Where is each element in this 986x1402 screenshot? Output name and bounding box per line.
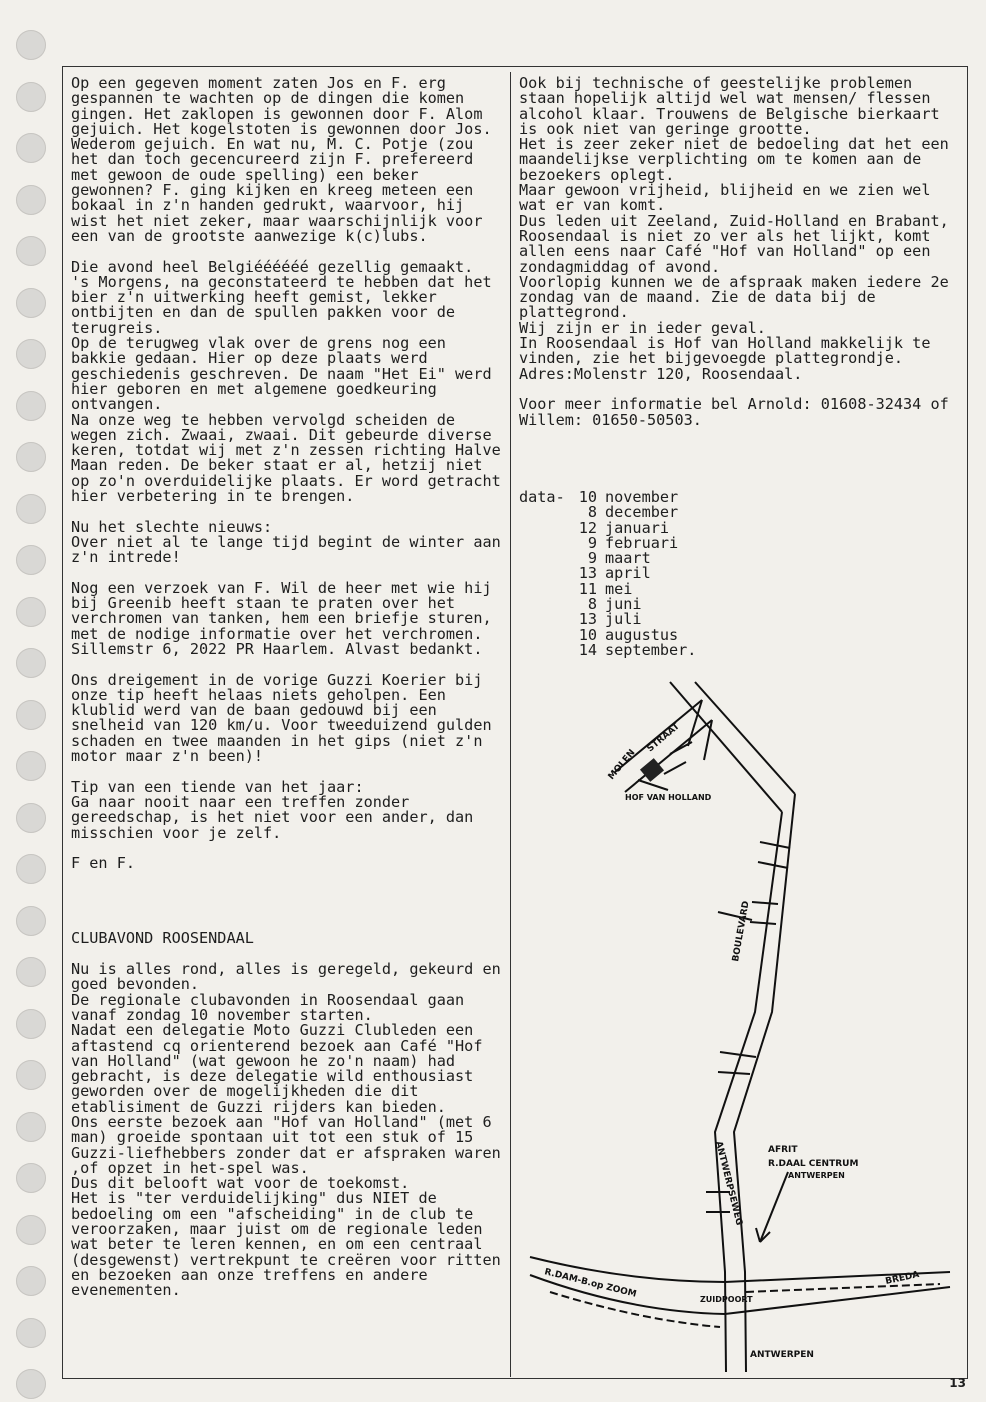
map-label-molen: MOLEN xyxy=(606,747,638,782)
map-label-hof: HOF VAN HOLLAND xyxy=(625,793,712,802)
binder-hole xyxy=(16,494,46,524)
map-label-zuidpoort: ZUIDPOORT xyxy=(700,1295,753,1304)
binder-hole xyxy=(16,1266,46,1296)
binder-hole xyxy=(16,1009,46,1039)
map-label-antwerpen: ANTWERPEN xyxy=(750,1350,814,1360)
map-label-antwerpen-exit: ANTWERPEN xyxy=(788,1171,845,1180)
binder-hole xyxy=(16,1060,46,1090)
map-label-breda: BREDA xyxy=(884,1270,921,1287)
map-label-boulevard: BOULEVARD xyxy=(731,900,752,963)
binder-hole xyxy=(16,957,46,987)
paragraph: Nu het slechte nieuws: Over niet al te lange tijd begint de winter aan z'n intrede! xyxy=(71,517,501,567)
binder-hole xyxy=(16,82,46,112)
upper-road-edge xyxy=(695,682,795,794)
binder-hole xyxy=(16,288,46,318)
binder-hole xyxy=(16,236,46,266)
afrit-arrow xyxy=(760,1172,788,1242)
map-label-rdam: R.DAM-B.op ZOOM xyxy=(543,1267,638,1300)
dates-list xyxy=(519,490,696,658)
binder-hole xyxy=(16,803,46,833)
column-divider xyxy=(510,72,511,1377)
paragraph: Voor meer informatie bel Arnold: 01608-32434 of Willem: 01650-50503. xyxy=(519,395,958,429)
dates-label: data- xyxy=(519,488,565,506)
date-row: data- 10 november xyxy=(519,488,679,506)
binder-hole xyxy=(16,133,46,163)
paragraph: Die avond heel Belgiéééééé gezellig gemaakt. 's Morgens, na geconstateerd te hebben dat het bier z'n uitwerking heeft gemist, lekker ontbijten en dan de spullen pakken voor de terugreis. Op de terugweg vlak over de grens nog een bakkie gedaan. Hier op deze plaats werd geschiedenis geschreven. De naam "Het Ei" werd hier geboren en met algemene goedkeuring ontvangen. Na onze weg te hebben vervolgd scheiden de wegen zich. Zwaai, zwaai. Dit gebeurde diverse keren, totdat wij met z'n zessen richting Halve Maan reden. De beker staat er al, hetzij niet op zo'n overduidelijke plaats. Er word getracht hier verbetering in te brengen. xyxy=(71,257,501,506)
date-row: 8 juni xyxy=(587,595,642,614)
map-label-centrum: R.DAAL CENTRUM xyxy=(768,1159,859,1169)
binder-hole xyxy=(16,545,46,575)
binder-hole xyxy=(16,597,46,627)
date-row: 10 augustus xyxy=(578,625,679,644)
paragraph: Op een gegeven moment zaten Jos en F. erg gespannen te wachten op de dingen die komen gingen. Het zaklopen is gewonnen door F. Alom gejuich. Het kogelstoten is gewonnen door Jos. Wederom gejuich. En wat nu, M. C. Potje (zou het dan toch gecencureerd zijn F. prefereerd met gewoon de oude spelling) een beker gewonnen? F. ging kijken en kreeg meteen een bokaal in z'n handen gedrukt, waarvoor, hij wist het niet zeker, maar waarschijnlijk voor een van de grootste aanwezige k(c)lubs. xyxy=(71,74,501,245)
binder-hole xyxy=(16,442,46,472)
left-column xyxy=(71,76,501,1314)
boulevard-road xyxy=(715,812,782,1372)
date-row: 13 april xyxy=(578,564,651,583)
binder-hole xyxy=(16,1215,46,1245)
street-map xyxy=(520,672,960,1372)
map-label-straat: STRAAT xyxy=(645,721,682,755)
date-row: 8 december xyxy=(587,503,679,522)
map-label-afrit: AFRIT xyxy=(768,1145,798,1155)
date-row: 13 juli xyxy=(578,610,642,629)
binder-hole xyxy=(16,906,46,936)
date-row: 11 mei xyxy=(578,579,633,598)
page-number: 13 xyxy=(949,1376,966,1390)
paragraph: Tip van een tiende van het jaar: Ga naar nooit naar een treffen zonder gereedschap, is het niet voor een ander, dan misschien voor je zelf. xyxy=(71,777,474,842)
date-row: 9 februari xyxy=(587,533,679,552)
paragraph: Ons dreigement in de vorige Guzzi Koerier bij onze tip heeft helaas niets geholpen. Een klublid werd van de baan gedouwd bij een snelheid van 120 km/u. Voor tweeduizend gulden schaden en twee maanden in het gips (niet z'n motor maar z'n been)! xyxy=(71,670,501,766)
binder-hole xyxy=(16,751,46,781)
binder-hole xyxy=(16,700,46,730)
binder-hole xyxy=(16,854,46,884)
paragraph: Ook bij technische of geestelijke problemen staan hopelijk altijd wel wat mensen/ flessen alcohol klaar. Trouwens de Belgische bierkaart is ook niet van geringe grootte. Het is zeer zeker niet de bedoeling dat het een maandelijkse verplichting om te komen aan de bezoekers oplegt. Maar gewoon vrijheid, blijheid en we zien wel wat er van komt. Dus leden uit Zeeland, Zuid-Holland en Brabant, Roosendaal is niet zo ver als het lijkt, komt allen eens naar Café "Hof van Holland" op een zondagmiddag of avond. Voorlopig kunnen we de afspraak maken iedere 2e zondag van de maand. Zie de data bij de plattegrond. Wij zijn er in ieder geval. In Roosendaal is Hof van Holland makkelijk te vinden, zie het bijgevoegde plattegrondje. Adres:Molenstr 120, Roosendaal. xyxy=(519,74,949,383)
binder-hole xyxy=(16,339,46,369)
boulevard-road-edge xyxy=(734,794,795,1372)
date-row: 12 januari xyxy=(578,518,670,537)
paragraph: Nog een verzoek van F. Wil de heer met wie hij bij Greenib heeft staan te praten over het verchromen van tanken, hem een briefje sturen, met de nodige informatie over het verchromen. Sillemstr 6, 2022 PR Haarlem. Alvast bedankt. xyxy=(71,578,492,658)
binder-hole xyxy=(16,185,46,215)
paragraph: Nu is alles rond, alles is geregeld, gekeurd en goed bevonden. De regionale clubavonden in Roosendaal gaan vanaf zondag 10 november starten. Nadat een delegatie Moto Guzzi Clubleden een aftastend cq orienterend bezoek aan Café "Hof van Holland" (wat gewoon he zo'n naam) had gebracht, is deze delegatie wild enthousiast geworden over de mogelijkheden die dit etablisiment de Guzzi rijders kan bieden. Ons eerste bezoek aan "Hof van Holland" (met 6 man) groeide spontaan uit tot een stuk of 15 Guzzi-liefhebbers zonder dat er afspraken waren ,of opzet in het-spel was. Dus dit belooft wat voor de toekomst. Het is "ter verduidelijking" dus NIET de bedoeling om een "afscheiding" in de club te veroorzaken, maar juist om de regionale leden wat beter te leren kennen, en om een centraal (desgewenst) vertrekpunt te creëren voor ritten en bezoeken aan onze treffens en andere evenementen. xyxy=(71,960,501,1300)
binder-hole xyxy=(16,648,46,678)
binder-hole xyxy=(16,1318,46,1348)
binder-hole xyxy=(16,1369,46,1399)
map-label-antwerpseweg: ANTWERPSEWEG xyxy=(713,1140,744,1227)
binder-hole xyxy=(16,1112,46,1142)
paragraph: F en F. xyxy=(71,854,136,873)
binder-hole xyxy=(16,30,46,60)
section-heading: CLUBAVOND ROOSENDAAL xyxy=(71,929,254,948)
date-row: 14 september. xyxy=(578,640,697,659)
binder-hole xyxy=(16,391,46,421)
binder-hole xyxy=(16,1163,46,1193)
right-column xyxy=(519,74,958,443)
date-row: 9 maart xyxy=(587,549,651,568)
